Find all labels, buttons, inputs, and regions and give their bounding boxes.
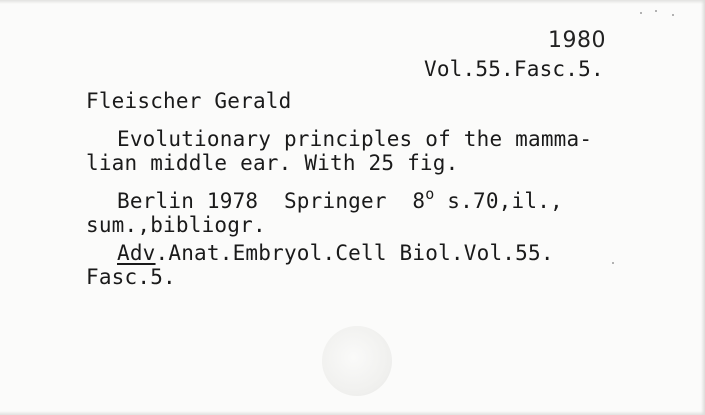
author-name: Fleischer Gerald [86, 89, 292, 113]
dust-speck [655, 10, 657, 12]
title-line-2: lian middle ear. With 25 fig. [86, 151, 459, 175]
dust-speck [640, 12, 642, 14]
title-line-1: Evolutionary principles of the mamma- [117, 127, 593, 151]
card-bottom-edge [0, 411, 705, 415]
card-top-edge [0, 0, 705, 4]
series-abbrev-underlined: Adv [117, 241, 156, 265]
dust-speck [612, 262, 614, 264]
year-stamp: 1980 [548, 28, 606, 53]
dust-speck [672, 14, 674, 16]
series-line-1 [117, 240, 554, 266]
imprint-place-date-publisher-format: Berlin 1978 Springer 8 [117, 189, 426, 213]
imprint-line-2: sum.,bibliogr. [86, 213, 266, 237]
format-superscript: o [425, 185, 435, 203]
volume-reference: Vol.55.Fasc.5. [424, 57, 604, 81]
punch-hole-mark [322, 326, 392, 396]
card-right-edge [701, 0, 705, 415]
series-line-2: Fasc.5. [86, 265, 176, 289]
series-rest: .Anat.Embryol.Cell Biol.Vol.55. [155, 241, 554, 265]
imprint-pages-illustrations: s.70,il., [434, 189, 563, 213]
